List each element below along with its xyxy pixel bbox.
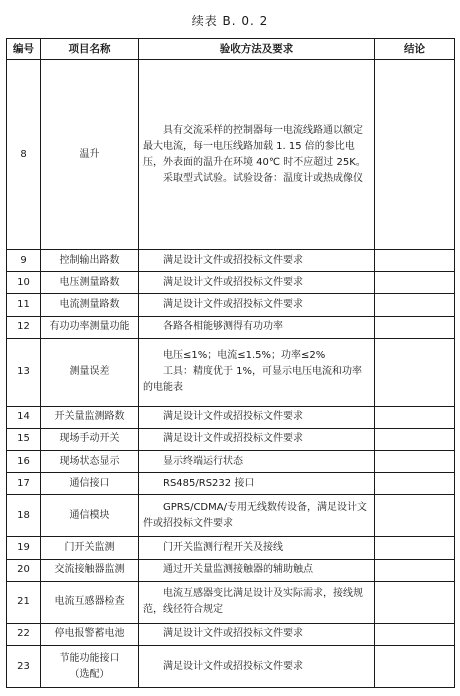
requirement-paragraph: 通过开关量监测接触器的辅助触点 [163, 564, 313, 576]
table-header-row [7, 39, 455, 60]
row-item-name: 现场状态显示 [41, 451, 139, 473]
requirement-paragraph: RS485/RS232 接口 [163, 477, 255, 489]
row-requirement [139, 250, 375, 272]
header-conclusion: 结论 [375, 39, 455, 60]
table-row [7, 60, 455, 250]
row-conclusion[interactable] [375, 559, 455, 581]
row-conclusion[interactable] [375, 537, 455, 559]
row-number: 21 [7, 581, 41, 623]
row-conclusion[interactable] [375, 406, 455, 428]
requirement-paragraph: 采取型式试验。试验设备：温度计或热成像仪 [163, 172, 363, 184]
row-number: 11 [7, 294, 41, 316]
requirement-paragraph: 满足设计文件或招投标文件要求 [163, 433, 303, 445]
row-requirement [139, 646, 375, 688]
row-item-name: 电流互感器检查 [41, 581, 139, 623]
row-requirement [139, 406, 375, 428]
table-row [7, 250, 455, 272]
row-number: 20 [7, 559, 41, 581]
row-requirement [139, 294, 375, 316]
row-conclusion[interactable] [375, 316, 455, 338]
row-conclusion[interactable] [375, 250, 455, 272]
row-requirement [139, 316, 375, 338]
row-number: 16 [7, 451, 41, 473]
row-number: 15 [7, 428, 41, 450]
table-row [7, 272, 455, 294]
row-requirement [139, 338, 375, 406]
row-conclusion[interactable] [375, 338, 455, 406]
row-item-name: 测量误差 [41, 338, 139, 406]
row-conclusion[interactable] [375, 646, 455, 688]
table-row [7, 537, 455, 559]
row-number: 18 [7, 495, 41, 537]
row-requirement [139, 60, 375, 250]
row-item-name: 电流测量路数 [41, 294, 139, 316]
requirement-paragraph: 各路各相能够测得有功功率 [163, 321, 283, 333]
row-item-name: 电压测量路数 [41, 272, 139, 294]
row-number: 14 [7, 406, 41, 428]
header-item-name: 项目名称 [41, 39, 139, 60]
row-number: 8 [7, 60, 41, 250]
table-row [7, 406, 455, 428]
row-item-name: 现场手动开关 [41, 428, 139, 450]
table-row [7, 473, 455, 495]
table-row [7, 316, 455, 338]
requirement-paragraph: 具有交流采样的控制器每一电流线路通以额定最大电流，每一电压线路加载 1. 15 倍的参比电压，外表面的温升在环境 40℃ 时不应超过 25K。 [143, 124, 366, 168]
header-method: 验收方法及要求 [139, 39, 375, 60]
requirement-paragraph: 电流互感器变比满足设计及实际需求，接线规范，线径符合规定 [143, 588, 363, 616]
table-row [7, 581, 455, 623]
row-requirement [139, 473, 375, 495]
row-conclusion[interactable] [375, 581, 455, 623]
row-item-name: 开关量监测路数 [41, 406, 139, 428]
row-item-name: 交流接触器监测 [41, 559, 139, 581]
row-requirement [139, 272, 375, 294]
row-requirement [139, 623, 375, 645]
table-row [7, 294, 455, 316]
table-caption: 续表 B. 0. 2 [191, 14, 269, 28]
row-item-name: 控制输出路数 [41, 250, 139, 272]
row-item-name: 通信接口 [41, 473, 139, 495]
row-conclusion[interactable] [375, 451, 455, 473]
row-item-name: 通信模块 [41, 495, 139, 537]
row-conclusion[interactable] [375, 623, 455, 645]
row-number: 13 [7, 338, 41, 406]
row-conclusion[interactable] [375, 294, 455, 316]
header-number: 编号 [7, 39, 41, 60]
row-requirement [139, 537, 375, 559]
row-number: 17 [7, 473, 41, 495]
row-item-name: 温升 [41, 60, 139, 250]
row-conclusion[interactable] [375, 473, 455, 495]
table-row [7, 451, 455, 473]
table-row [7, 428, 455, 450]
row-requirement [139, 559, 375, 581]
requirement-paragraph: 满足设计文件或招投标文件要求 [163, 254, 303, 266]
row-requirement [139, 581, 375, 623]
row-requirement [139, 428, 375, 450]
row-item-name: 门开关监测 [41, 537, 139, 559]
row-number: 9 [7, 250, 41, 272]
requirement-paragraph: 满足设计文件或招投标文件要求 [163, 276, 303, 288]
requirement-paragraph: 门开关监测行程开关及接线 [163, 541, 283, 553]
table-row [7, 495, 455, 537]
row-item-name: 有功功率测量功能 [41, 316, 139, 338]
requirement-paragraph: 满足设计文件或招投标文件要求 [163, 298, 303, 310]
row-conclusion[interactable] [375, 60, 455, 250]
requirement-paragraph: GPRS/CDMA/专用无线数传设备，满足设计文件或招投标文件要求 [143, 501, 367, 529]
table-row [7, 646, 455, 688]
requirement-paragraph: 显示终端运行状态 [163, 455, 243, 467]
table-row [7, 623, 455, 645]
table-row [7, 338, 455, 406]
requirement-paragraph: 满足设计文件或招投标文件要求 [163, 411, 303, 423]
requirement-paragraph: 满足设计文件或招投标文件要求 [163, 660, 303, 672]
row-number: 10 [7, 272, 41, 294]
row-number: 19 [7, 537, 41, 559]
acceptance-table [6, 38, 455, 688]
row-item-name: 节能功能接口 （选配） [41, 646, 139, 688]
row-conclusion[interactable] [375, 495, 455, 537]
row-requirement [139, 451, 375, 473]
row-requirement [139, 495, 375, 537]
requirement-paragraph: 满足设计文件或招投标文件要求 [163, 628, 303, 640]
row-number: 12 [7, 316, 41, 338]
requirement-paragraph: 工具：精度优于 1%，可显示电压电流和功率的电能表 [143, 366, 363, 394]
row-number: 22 [7, 623, 41, 645]
row-item-name: 停电报警蓄电池 [41, 623, 139, 645]
table-row [7, 559, 455, 581]
requirement-paragraph: 电压≤1%；电流≤1.5%；功率≤2% [163, 350, 326, 362]
row-conclusion[interactable] [375, 272, 455, 294]
row-number: 23 [7, 646, 41, 688]
row-conclusion[interactable] [375, 428, 455, 450]
